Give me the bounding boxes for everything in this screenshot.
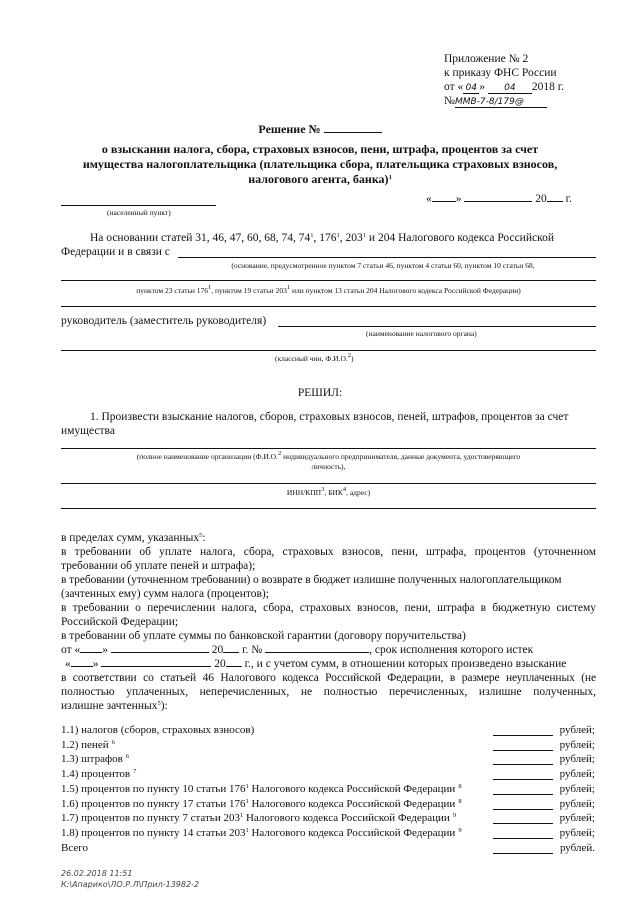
amount-unit: рублей;	[559, 826, 595, 839]
amount-unit: рублей;	[559, 797, 595, 810]
head-label: руководитель (заместитель руководителя)	[61, 315, 267, 327]
limits-line-7: в требовании об уплате суммы по банковской гарантии (договору поручительства)	[61, 630, 466, 642]
title-line-1: о взыскании налога, сбора, страховых взносов, пени, штрафа, процентов за счет	[101, 142, 539, 156]
order-day: 04	[463, 83, 479, 94]
amount-blank	[493, 823, 553, 824]
amount-label: 1.5) процентов по пункту 10 статьи $176^1$ Налогового кодекса Российской Федерации $^8$	[61, 782, 462, 795]
item1-line-2: имущества	[61, 425, 115, 437]
amount-label: 1.8) процентов по пункту 14 статьи $203^1$ Налогового кодекса Российской Федерации $^9$	[61, 826, 462, 839]
debtor-blank	[61, 448, 596, 449]
amount-unit: рублей;	[559, 812, 595, 825]
amount-label: 1.6) процентов по пункту 17 статьи $176^1$ Налогового кодекса Российской Федерации $^8$	[61, 797, 462, 810]
decision-number-blank	[324, 132, 382, 133]
decided-heading: РЕШИЛ:	[297, 387, 343, 399]
title-line-3: налогового агента, банка)$^1$	[248, 172, 392, 186]
basis-caption-1: (основание, предусмотренное пунктом 7 статьи 46, пунктом 4 статьи 60, пунктом 10 статьи 68,	[231, 261, 535, 270]
amount-blank	[493, 750, 553, 751]
footer-timestamp: 26.02.2018 11:51	[61, 869, 133, 878]
amount-unit: рублей;	[559, 738, 595, 751]
place-caption: (населенный пункт)	[107, 208, 171, 217]
limits-line-2: требовании об уплате пеней и штрафа);	[61, 560, 256, 572]
limits-line-1: в требовании об уплате налога, сбора, страховых взносов, пени, штрафа, процентов (уточненном	[61, 546, 596, 558]
basis-line-1: На основании статей 31, 46, 47, 60, 68, 74, $74^1$, $176^1$, $203^1$ и 204 Налогового кодекса Российской	[90, 232, 554, 244]
limits-line-3: в требовании (уточненном требовании) о возврате в бюджет излишне полученных налогоплательщиком	[61, 574, 562, 586]
inn-blank-2	[61, 508, 596, 509]
amount-blank	[493, 838, 553, 839]
org-blank	[278, 326, 596, 327]
amount-label: 1.7) процентов по пункту 7 статьи $203^1$ Налогового кодекса Российской Федерации $^9$	[61, 812, 457, 825]
limits-line-9: полностью уплаченных, неперечисленных, не полностью перечисленных, излишне полученных,	[61, 686, 596, 698]
order-month: 04	[488, 83, 532, 94]
appendix-line-2: к приказу ФНС России	[444, 67, 557, 79]
limits-line-6: Российской Федерации;	[61, 616, 179, 628]
item1-line-1: 1. Произвести взыскание налогов, сборов, страховых взносов, пеней, штрафов, процентов за счет	[90, 411, 569, 423]
amount-label: 1.1) налогов (сборов, страховых взносов)	[61, 724, 255, 736]
debtor-caption-2: личность),	[311, 462, 346, 471]
amount-unit: рублей.	[559, 841, 595, 854]
amount-unit: рублей;	[559, 768, 595, 781]
appendix-line-4: №ММВ-7-8/179@	[444, 95, 547, 108]
org-caption: (наименование налогового органа)	[366, 329, 477, 338]
requirement-date-row: от « » 20 г. № , срок исполнения которого истек	[61, 644, 534, 656]
rank-caption: (классный чин, Ф.И.О.$^2$)	[275, 352, 354, 363]
appendix-line-1: Приложение № 2	[444, 53, 529, 65]
amount-label: Всего	[61, 841, 88, 854]
limits-line-5: в требовании о перечислении налога, сбора, страховых взносов, пени, штрафа в бюджетную систему	[61, 602, 596, 614]
limits-line-8: в соответствии со статьей 46 Налогового кодекса Российской Федерации, в размере неуплаченных (не	[61, 672, 596, 684]
amount-blank	[493, 794, 553, 795]
basis-caption-2: пунктом 23 статьи $176^1$, пунктом 19 статьи $203^1$ или пунктом 13 статьи 204 Налогового кодекса Российской Федерации)	[136, 284, 521, 295]
basis-blank	[178, 257, 596, 258]
amount-blank	[493, 779, 553, 780]
amount-unit: рублей;	[559, 782, 595, 795]
debtor-caption-1: (полное наименование организации (Ф.И.О.$^2$ индивидуального предпринимателя, данные документа, удостоверяющего	[136, 450, 521, 461]
amount-blank	[493, 735, 553, 736]
deadline-date-row: « » 20 г., и с учетом сумм, в отношении которых произведено взыскание	[65, 658, 567, 670]
amount-label: 1.3) штрафов $^6$	[61, 753, 130, 766]
order-number: ММВ-7-8/179@	[455, 97, 547, 108]
amount-blank	[493, 853, 553, 854]
inn-caption: ИНН/КПП$^3$, БИК$^4$, адрес)	[286, 486, 371, 497]
title-line-2: имущества налогоплательщика (плательщика сбора, плательщика страховых взносов,	[82, 157, 558, 171]
amount-unit: рублей;	[559, 724, 595, 736]
limits-intro: в пределах сумм, указанных$^5$:	[61, 532, 206, 544]
inn-blank	[61, 483, 596, 484]
basis-blank-2	[61, 280, 596, 281]
footer-path: К:\Апарико\ЛО.Р.Л\Прил-13982-2	[61, 880, 200, 889]
limits-line-10: излишне зачтенных$^5$):	[61, 700, 168, 712]
amount-blank	[493, 764, 553, 765]
appendix-line-3: от « 04 » 04 2018 г.	[444, 81, 565, 93]
rank-blank	[61, 350, 596, 351]
place-blank	[61, 205, 216, 206]
limits-line-4: (зачтенных ему) сумм налога (процентов);	[61, 588, 269, 600]
amount-label: 1.2) пеней $^6$	[61, 738, 115, 751]
amount-blank	[493, 809, 553, 810]
decision-date: « » 20 г.	[426, 193, 572, 205]
amount-unit: рублей;	[559, 753, 595, 766]
decision-heading: Решение №	[0, 122, 640, 137]
basis-blank-3	[61, 306, 596, 307]
amount-label: 1.4) процентов $^7$	[61, 768, 137, 781]
basis-line-2: Федерации и в связи с	[61, 246, 170, 258]
